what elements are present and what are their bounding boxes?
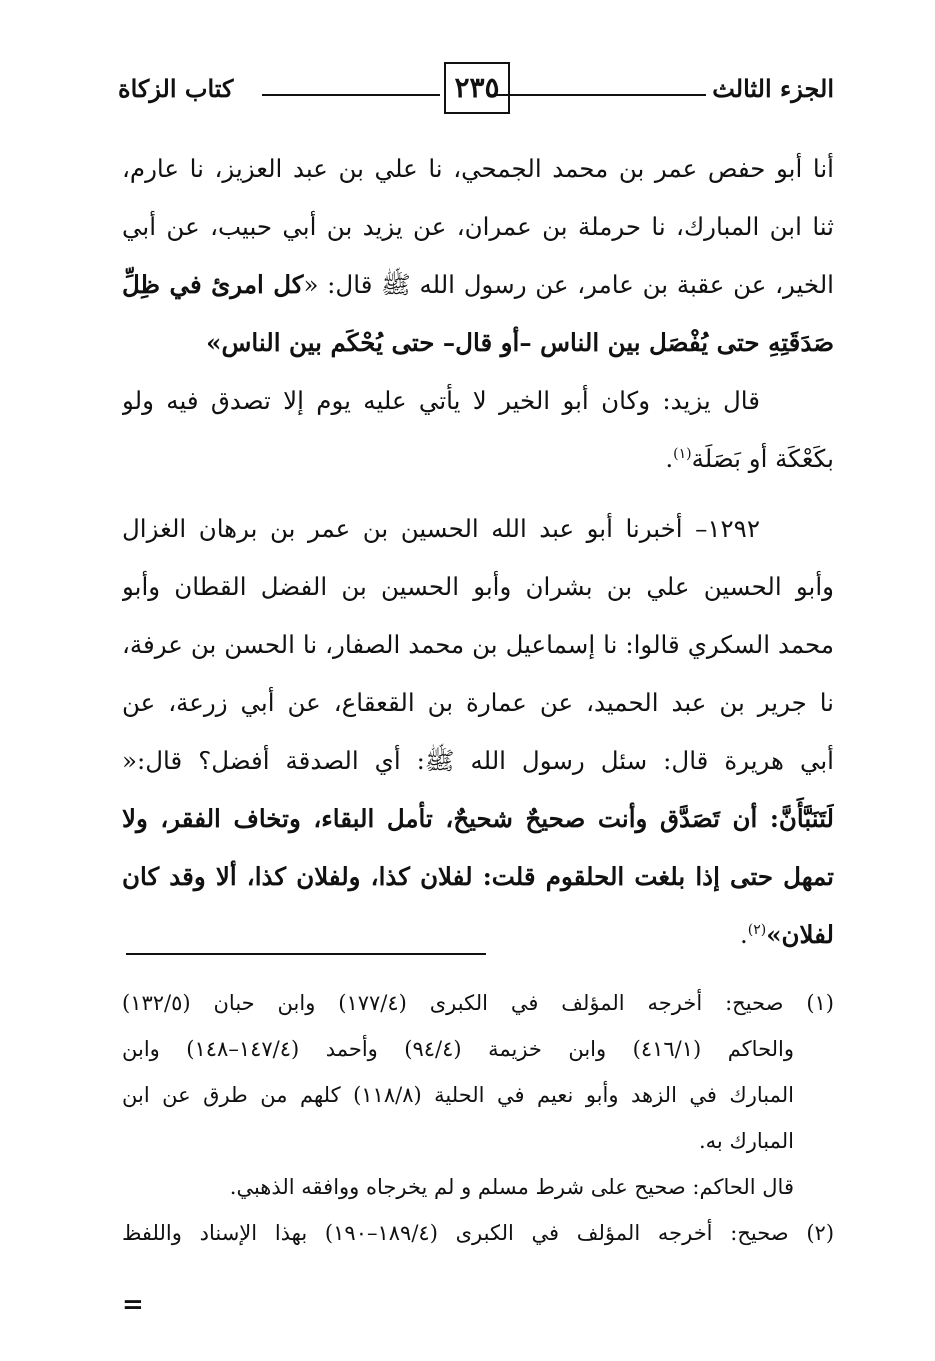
text-line: أبي هريرة قال: سئل رسول الله ﷺ: أي الصدقة أفضل؟ قال:« bbox=[122, 746, 834, 775]
footnote-ref: (٢) bbox=[747, 921, 767, 938]
text-segment: . bbox=[739, 920, 748, 949]
continuation-mark: = bbox=[122, 1290, 144, 1320]
text-segment: . bbox=[665, 444, 674, 473]
text-line: وأبو الحسين علي بن بشران وأبو الحسين بن الفضل القطان وأبو bbox=[122, 572, 834, 601]
footnotes bbox=[122, 980, 834, 1256]
hadith-text: لفلان» bbox=[766, 920, 834, 949]
text-line bbox=[122, 430, 834, 488]
footnote-line: (٢) صحيح: أخرجه المؤلف في الكبرى (١٨٩/٤–١٩٠) بهذا الإسناد واللفظ bbox=[122, 1221, 834, 1245]
text-line: نا جرير بن عبد الحميد، عن عمارة بن القعقاع، عن أبي زرعة، عن bbox=[122, 688, 834, 717]
footnote-line: المبارك في الزهد وأبو نعيم في الحلية (١١٨/٨) كلهم من طرق عن ابن bbox=[122, 1083, 794, 1107]
text-line: ثنا ابن المبارك، نا حرملة بن عمران، عن يزيد بن أبي حبيب، عن أبي bbox=[122, 212, 834, 241]
text-line bbox=[122, 256, 834, 314]
book-title: كتاب الزكاة bbox=[118, 74, 234, 103]
hadith-text: صَدَقَتِهِ حتى يُفْصَل بين الناس –أو قال– حتى يُحْكَم بين الناس» bbox=[206, 328, 834, 357]
text-line: محمد السكري قالوا: نا إسماعيل بن محمد الصفار، نا الحسن بن عرفة، bbox=[122, 630, 834, 659]
main-text bbox=[122, 140, 834, 964]
page-number: ٢٣٥ bbox=[444, 62, 510, 114]
hadith-text: تمهل حتى إذا بلغت الحلقوم قلت: لفلان كذا، ولفلان كذا، ألا وقد كان bbox=[122, 862, 834, 891]
hadith-text: لَتَنَبَّأَنَّ: أن تَصَدَّق وأنت صحيحٌ شحيحٌ، تأمل البقاء، وتخاف الفقر، ولا bbox=[122, 804, 834, 833]
footnote-line: (١) صحيح: أخرجه المؤلف في الكبرى (١٧٧/٤) وابن حبان (١٣٢/٥) bbox=[122, 991, 834, 1015]
text-segment: بكَعْكَة أو بَصَلَة bbox=[691, 444, 834, 473]
text-line bbox=[122, 906, 834, 964]
page-header bbox=[118, 62, 834, 122]
text-segment: الخير، عن عقبة بن عامر، عن رسول الله ﷺ قال: « bbox=[303, 270, 834, 299]
footnote-ref: (١) bbox=[673, 445, 692, 462]
footnote-separator bbox=[126, 953, 486, 955]
hadith-text: كل امرئ في ظِلِّ bbox=[122, 270, 304, 299]
text-line: أنا أبو حفص عمر بن محمد الجمحي، نا علي بن عبد العزيز، نا عارم، bbox=[122, 154, 834, 183]
volume-title: الجزء الثالث bbox=[712, 74, 834, 103]
footnote-line: والحاكم (٤١٦/١) وابن خزيمة (٩٤/٤) وأحمد (١٤٧/٤–١٤٨) وابن bbox=[122, 1037, 794, 1061]
text-line: قال يزيد: وكان أبو الخير لا يأتي عليه يوم إلا تصدق فيه ولو bbox=[122, 386, 760, 415]
header-rule-right bbox=[496, 94, 706, 96]
footnote-line: المبارك به. bbox=[698, 1129, 794, 1153]
header-rule-left bbox=[262, 94, 440, 96]
text-line: ١٢٩٢– أخبرنا أبو عبد الله الحسين بن عمر بن برهان الغزال bbox=[122, 514, 760, 543]
footnote-line: قال الحاكم: صحيح على شرط مسلم و لم يخرجاه ووافقه الذهبي. bbox=[229, 1175, 794, 1199]
